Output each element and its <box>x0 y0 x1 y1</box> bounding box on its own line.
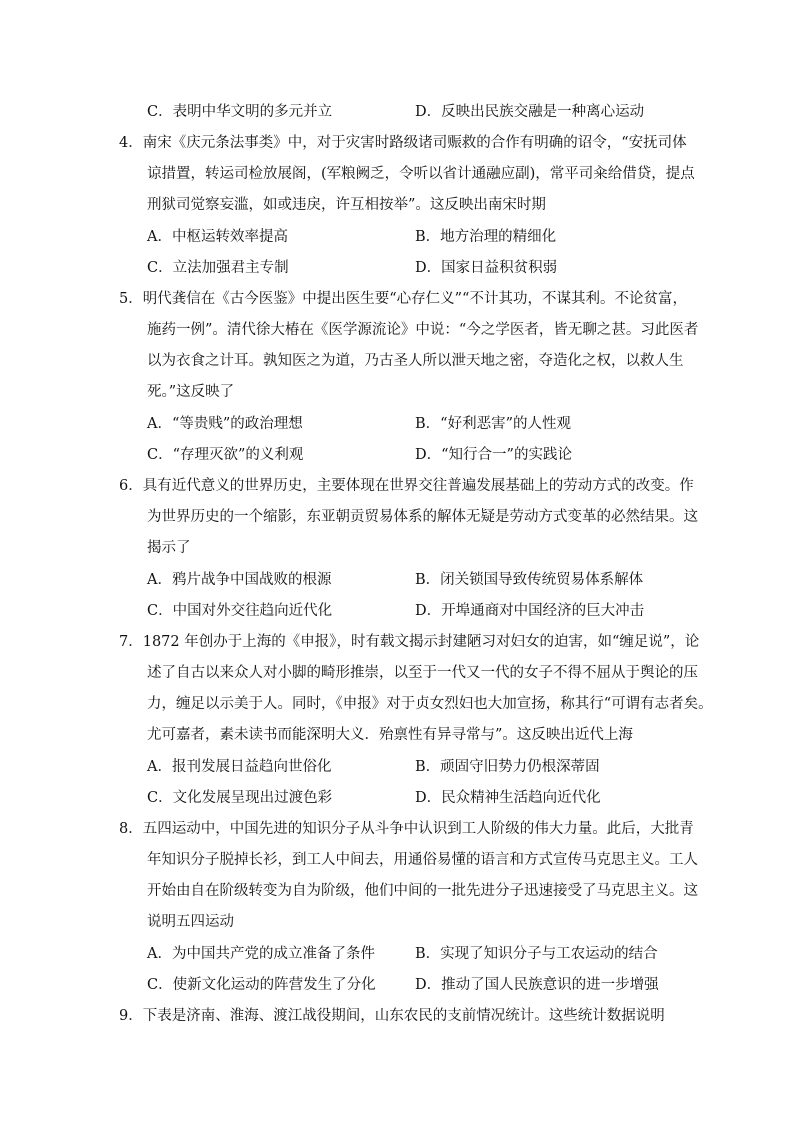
answer-option: D．民众精神生活趋向近代化 <box>415 790 601 806</box>
answer-option: C．使新文化运动的阵营发生了分化 <box>147 977 376 993</box>
answer-option: A．“等贵贱”的政治理想 <box>147 416 303 432</box>
question-text-line: 说明五四运动 <box>147 914 234 930</box>
answer-option: B．实现了知识分子与工农运动的结合 <box>415 946 658 962</box>
answer-option: D．国家日益积贫积弱 <box>415 260 558 276</box>
answer-option: B．“好利恶害”的人性观 <box>415 416 571 432</box>
answer-option: C．文化发展呈现出过渡色彩 <box>147 790 333 806</box>
answer-option: A．中枢运转效率提高 <box>147 229 288 245</box>
question-first-line: 6．具有近代意义的世界历史，主要体现在世界交往普遍发展基础上的劳动方式的改变。作 <box>119 478 694 494</box>
question-text-line: 开始由自在阶级转变为自为阶级，他们中间的一批先进分子迅速接受了马克思主义。这 <box>147 883 698 899</box>
answer-option: C．“存理灭欲”的义利观 <box>147 447 304 463</box>
question-text-line: 为世界历史的一个缩影，东亚朝贡贸易体系的解体无疑是劳动方式变革的必然结果。这 <box>147 509 698 525</box>
answer-option: D．反映出民族交融是一种离心运动 <box>415 104 645 120</box>
question-text-line: 谅措置，转运司检放展阁，(军粮阙乏，令听以省计通融应副)，常平司籴给借贷，提点 <box>147 166 695 182</box>
answer-option: D．推动了国人民族意识的进一步增强 <box>415 977 659 993</box>
answer-option: C．表明中华文明的多元并立 <box>147 104 333 120</box>
question-first-line: 5．明代龚信在《古今医鉴》中提出医生要“心存仁义”“不计其功，不谋其利。不论贫富， <box>119 291 687 307</box>
answer-option: B．地方治理的精细化 <box>415 229 557 245</box>
question-text-line: 死。”这反映了 <box>147 384 235 400</box>
question-first-line: 8．五四运动中，中国先进的知识分子从斗争中认识到工人阶级的伟大力量。此后，大批青 <box>119 821 694 837</box>
question-first-line: 7．1872 年创办于上海的《申报》，时有载文揭示封建陋习对妇女的迫害，如“缠足说”，论 <box>119 634 700 650</box>
question-text-line: 以为衣食之计耳。孰知医之为道，乃古圣人所以泄天地之密，夺造化之权，以救人生 <box>147 353 684 369</box>
answer-option: C．中国对外交往趋向近代化 <box>147 603 333 619</box>
answer-option: A．报刊发展日益趋向世俗化 <box>147 759 332 775</box>
question-text-line: 刑狱司觉察妄滥，如或违戾，许互相按举”。这反映出南宋时期 <box>147 197 546 213</box>
question-first-line: 4．南宋《庆元条法事类》中，对于灾害时路级诸司赈救的合作有明确的诏令，“安抚司体 <box>119 135 687 151</box>
question-text-line: 揭示了 <box>147 540 191 556</box>
answer-option: C．立法加强君主专制 <box>147 260 289 276</box>
answer-option: D．开埠通商对中国经济的巨大冲击 <box>415 603 645 619</box>
answer-option: D．“知行合一”的实践论 <box>415 447 572 463</box>
question-text-line: 施药一例”。清代徐大椿在《医学源流论》中说：“今之学医者，皆无聊之甚。习此医者 <box>147 322 699 338</box>
answer-option: B．顽固守旧势力仍根深蒂固 <box>415 759 600 775</box>
answer-option: A．为中国共产党的成立准备了条件 <box>147 946 375 962</box>
question-text-line: 述了自古以来众人对小脚的畸形推崇，以至于一代又一代的女子不得不屈从于舆论的压 <box>147 665 698 681</box>
question-text-line: 年知识分子脱掉长衫，到工人中间去，用通俗易懂的语言和方式宣传马克思主义。工人 <box>147 852 698 868</box>
question-first-line: 9．下表是济南、淮海、渡江战役期间，山东农民的支前情况统计。这些统计数据说明 <box>119 1008 665 1024</box>
question-text-line: 尤可嘉者，素未读书而能深明大义．殆禀性有异寻常与”。这反映出近代上海 <box>147 727 633 743</box>
answer-option: B．闭关锁国导致传统贸易体系解体 <box>415 572 644 588</box>
answer-option: A．鸦片战争中国战败的根源 <box>147 572 332 588</box>
question-text-line: 力，缠足以示美于人。同时，《申报》对于贞女烈妇也大加宣扬，称其行“可谓有志者矣。 <box>147 696 713 712</box>
